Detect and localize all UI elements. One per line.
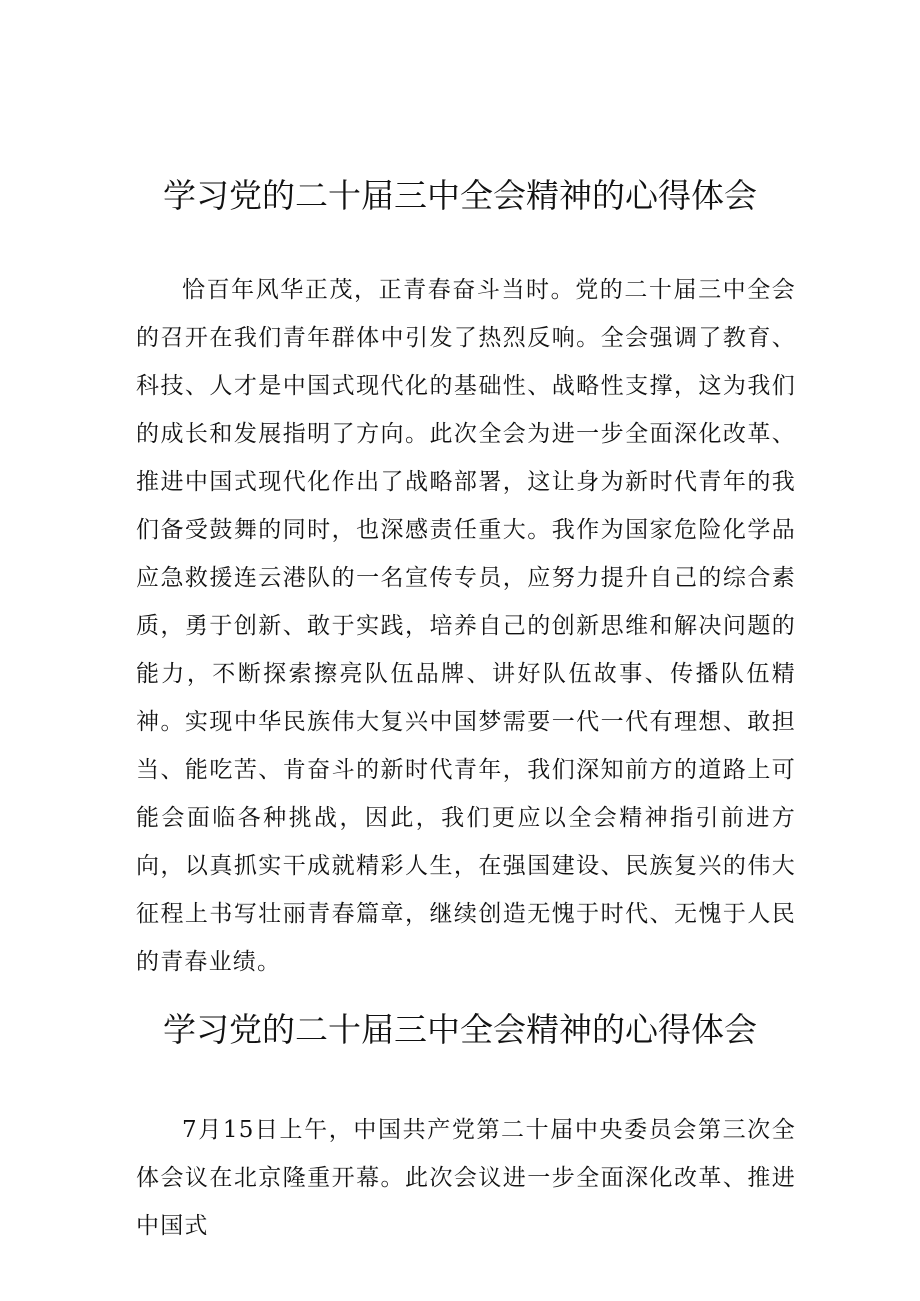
- article-paragraph: 7月15日上午，中国共产党第二十届中央委员会第三次全体会议在北京隆重开幕。此次会议进一步全面深化改革、推进中国式: [136, 1117, 796, 1239]
- article-title: 学习党的二十届三中全会精神的心得体会: [163, 176, 757, 215]
- article-title: 学习党的二十届三中全会精神的心得体会: [163, 1010, 757, 1049]
- article-paragraph: 恰百年风华正茂，正青春奋斗当时。党的二十届三中全会的召开在我们青年群体中引发了热烈反响。全会强调了教育、科技、人才是中国式现代化的基础性、战略性支撑，这为我们的成长和发展指明了方向。此次全会为进一步全面深化改革、推进中国式现代化作出了战略部署，这让身为新时代青年的我们备受鼓舞的同时，也深感责任重大。我作为国家危险化学品应急救援连云港队的一名宣传专员，应努力提升自己的综合素质，勇于创新、敢于实践，培养自己的创新思维和解决问题的能力，不断探索擦亮队伍品牌、讲好队伍故事、传播队伍精神。实现中华民族伟大复兴中国梦需要一代一代有理想、敢担当、能吃苦、肯奋斗的新时代青年，我们深知前方的道路上可能会面临各种挑战，因此，我们更应以全会精神指引前进方向，以真抓实干成就精彩人生，在强国建设、民族复兴的伟大征程上书写壮丽青春篇章，继续创造无愧于时代、无愧于人民的青春业绩。: [136, 277, 796, 975]
